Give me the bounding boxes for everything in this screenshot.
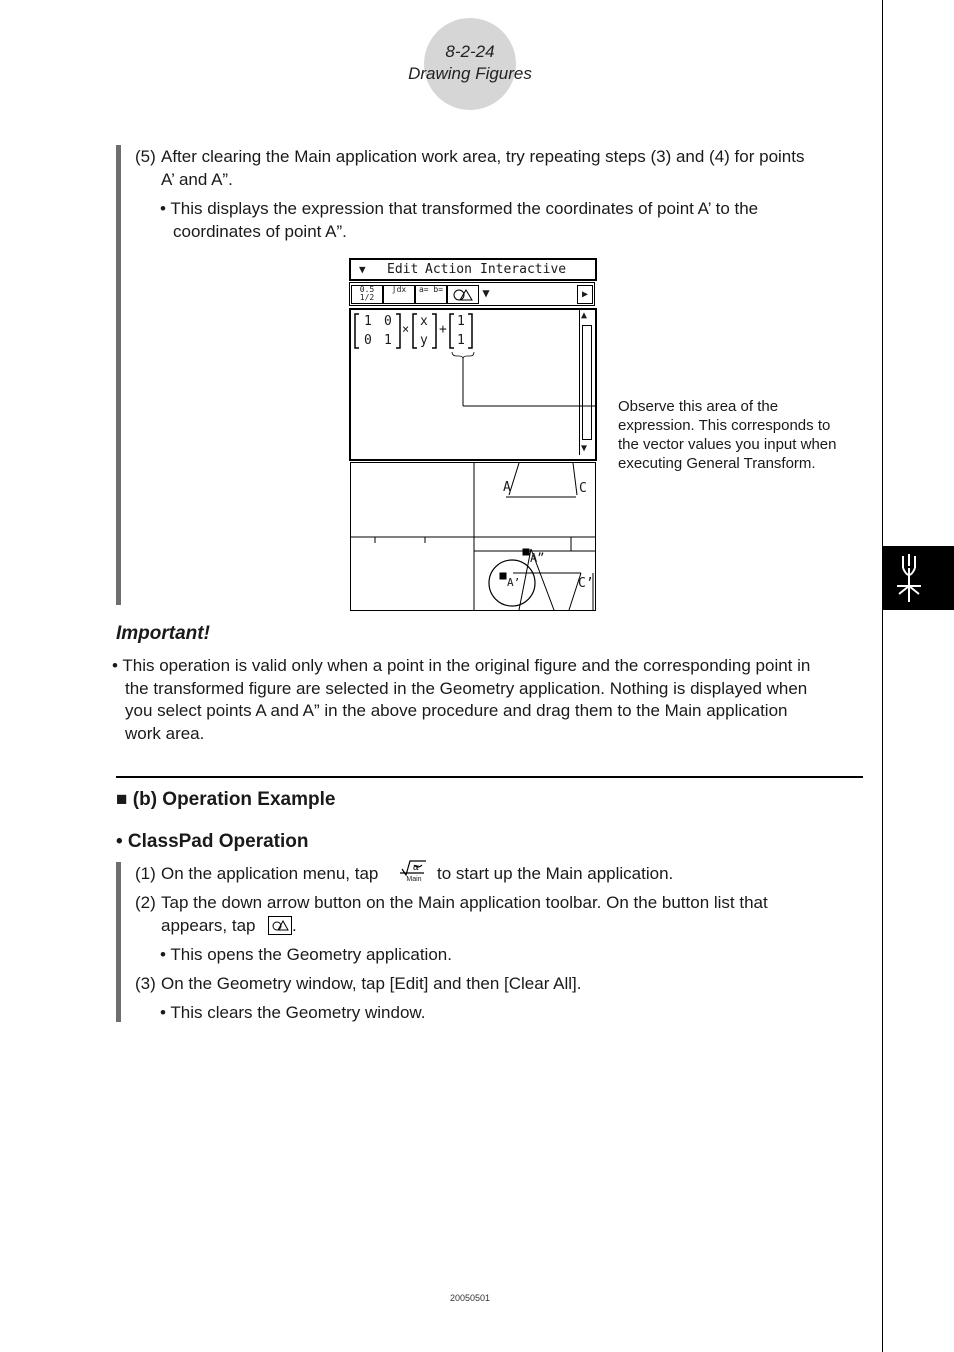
matrix-a12: 0 — [384, 314, 392, 329]
geometry-chapter-icon — [883, 546, 954, 610]
step-5-bullet-1: • This displays the expression that transformed the coordinates of point A’ to the — [160, 199, 759, 218]
point-c-prime-label: C’ — [578, 576, 594, 591]
footer-code: 20050501 — [449, 1293, 491, 1303]
classpad-operation-heading: • ClassPad Operation — [116, 831, 309, 852]
main-work-area — [349, 308, 597, 461]
geometry-inline-icon — [269, 917, 291, 934]
step-2-bullet: • This opens the Geometry application. — [160, 945, 452, 964]
important-line-4: work area. — [125, 724, 205, 743]
point-a-double-prime-label: A” — [530, 551, 545, 565]
classpad-toolbar — [349, 282, 595, 306]
callout-line-1: Observe this area of the — [618, 398, 779, 415]
toolbar-scroll-right-icon[interactable]: ▶ — [577, 285, 593, 304]
point-a-label: A — [503, 480, 511, 495]
vector-x: x — [420, 314, 428, 329]
vector-1-top: 1 — [457, 314, 465, 329]
step-1-text-a: On the application menu, tap — [161, 864, 379, 883]
geometry-windows — [350, 462, 596, 611]
important-line-1: • This operation is valid only when a point in the original figure and the corresponding point in — [112, 656, 811, 675]
important-line-3: you select points A and A” in the above procedure and drag them to the Main application — [125, 701, 788, 720]
step-3-bullet: • This clears the Geometry window. — [160, 1003, 426, 1022]
step-3-text: On the Geometry window, tap [Edit] and then [Clear All]. — [161, 974, 582, 993]
step-2-text-2b: . — [292, 916, 297, 935]
plus-symbol: + — [439, 322, 447, 337]
step-3-number: (3) — [135, 974, 156, 993]
step-2-text-1: Tap the down arrow button on the Main application toolbar. On the button list that — [161, 893, 768, 912]
menu-edit[interactable]: Edit — [387, 262, 419, 277]
callout-line-3: the vector values you input when — [618, 436, 837, 453]
geometry-figure — [351, 463, 595, 610]
callout-line-4: executing General Transform. — [618, 455, 816, 472]
important-line-2: the transformed figure are selected in the Geometry application. Nothing is displayed when — [125, 679, 808, 698]
step-5-text-2: A’ and A”. — [161, 170, 233, 189]
fraction-decimal-button[interactable]: 0.5 1/2 — [351, 285, 383, 304]
toolbar-dropdown-arrow-icon[interactable]: ▼ — [479, 285, 493, 302]
scroll-thumb[interactable] — [582, 325, 592, 440]
step-5-bullet-2: coordinates of point A”. — [173, 222, 347, 241]
page-number: 8-2-24 — [445, 42, 495, 61]
svg-text:α: α — [413, 863, 420, 873]
vector-1-bottom: 1 — [457, 333, 465, 348]
geometry-app-button[interactable] — [447, 285, 479, 304]
scroll-down-icon[interactable]: ▼ — [581, 443, 588, 454]
step-1-number: (1) — [135, 864, 156, 883]
vector-y: y — [420, 333, 428, 348]
callout-line-2: expression. This corresponds to — [618, 417, 831, 434]
step-1-text-b: to start up the Main application. — [437, 864, 674, 883]
point-a-prime-label: A’ — [507, 576, 521, 589]
step-5-number: (5) — [135, 147, 156, 166]
scroll-up-icon[interactable]: ▲ — [581, 310, 588, 321]
step-5-text-1: After clearing the Main application work area, try repeating steps (3) and (4) for points — [161, 147, 805, 166]
geometry-button-inline[interactable] — [268, 916, 292, 935]
menu-arrow-icon[interactable]: ▼ — [359, 263, 366, 276]
step-side-bar — [116, 145, 121, 605]
geometry-icon — [448, 286, 478, 303]
section-b-heading: ■ (b) Operation Example — [116, 789, 336, 810]
work-area-scrollbar[interactable] — [579, 310, 594, 455]
margin-rule — [882, 0, 883, 1352]
matrix-a11: 1 — [364, 314, 372, 329]
times-symbol: × — [402, 322, 410, 336]
step-2-text-2a: appears, tap — [161, 916, 256, 935]
callout-text — [618, 397, 868, 473]
steps-side-bar — [116, 862, 121, 1022]
main-app-glyph-icon — [398, 855, 430, 877]
menu-interactive[interactable]: Interactive — [480, 262, 567, 277]
section-title: Drawing Figures — [408, 64, 532, 83]
important-heading: Important! — [116, 623, 210, 644]
step-2-number: (2) — [135, 893, 156, 912]
classpad-menu-bar — [349, 258, 597, 281]
assign-button[interactable]: a= b= — [415, 285, 447, 304]
section-divider — [116, 776, 863, 778]
integral-button[interactable]: ∫dx — [383, 285, 415, 304]
point-c-label: C — [579, 481, 587, 496]
main-app-icon-label: Main — [406, 876, 422, 883]
main-app-icon[interactable] — [398, 855, 430, 885]
matrix-a21: 0 — [364, 333, 372, 348]
menu-action[interactable]: Action — [425, 262, 472, 277]
chapter-tab — [883, 546, 954, 610]
matrix-a22: 1 — [384, 333, 392, 348]
